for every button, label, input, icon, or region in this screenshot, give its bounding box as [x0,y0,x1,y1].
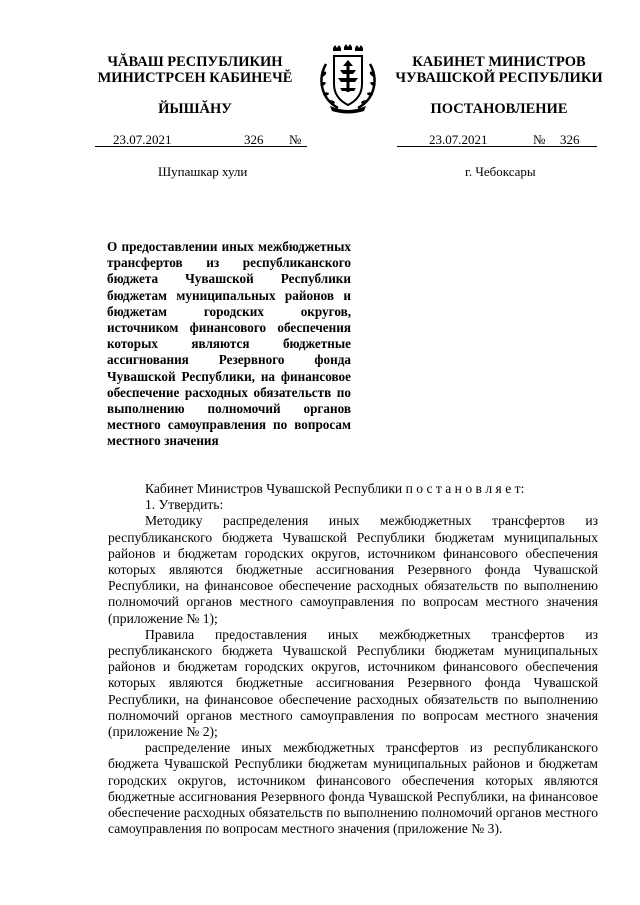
left-date: 23.07.2021 [113,132,172,147]
document-title: О предоставлении иных межбюджетных трансфертов из республиканского бюджета Чувашской Республики бюджетам муниципальных районов и бюджетам городских округов, источником финансового обеспечения которых являются бюджетные ассигнования Резервного фонда Чувашской Республики, на финансовое обеспечение расходных обязательств по выполнению полномочий органов местного самоуправления по вопросам местного значения [107,239,351,449]
paragraph-distribution: распределение иных межбюджетных трансфертов из республиканского бюджета Чувашской Республики бюджетам муниципальных районов и бюджетам городских округов, источником финансового обеспечения которых являются бюджетные ассигнования Резервного фонда Чувашской Республики, на финансовое обеспечение расходных обязательств по выполнению полномочий органов местного самоуправления по вопросам местного значения (приложение № 3). [108,740,598,837]
right-number-sign: № [533,132,546,147]
left-header [95,54,295,86]
right-number: 326 [560,132,580,147]
left-number: 326 [244,132,264,147]
right-header-line1: КАБИНЕТ МИНИСТРОВ [412,54,586,70]
right-date: 23.07.2021 [429,132,488,147]
left-date-underline [95,146,307,147]
right-city: г. Чебоксары [465,164,536,179]
right-header-line2: ЧУВАШСКОЙ РЕСПУБЛИКИ [395,70,603,86]
right-doctype: ПОСТАНОВЛЕНИЕ [430,101,568,117]
document-body [108,481,598,837]
right-header [388,54,610,86]
left-header-line2: МИНИСТРСЕН КАБИНЕЧĔ [97,70,293,86]
left-doctype: ЙЫШĂНУ [158,101,232,117]
left-header-line1: ЧĂВАШ РЕСПУБЛИКИН [107,54,283,70]
intro-paragraph: Кабинет Министров Чувашской Республики п о с т а н о в л я е т: [145,481,525,496]
emblem-icon [316,44,380,114]
paragraph-rules: Правила предоставления иных межбюджетных трансфертов из республиканского бюджета Чувашской Республики бюджетам муниципальных районов и бюджетам городских округов, источником финансового обеспечения которых являются бюджетные ассигнования Резервного фонда Чувашской Республики, на финансовое обеспечение расходных обязательств по выполнению полномочий органов местного самоуправления по вопросам местного значения (приложение № 2); [108,626,598,740]
left-city: Шупашкар хули [158,164,248,179]
paragraph-methodology: Методику распределения иных межбюджетных трансфертов из республиканского бюджета Чувашской Республики бюджетам муниципальных районов и бюджетам городских округов, источником финансового обеспечения которых являются бюджетные ассигнования Резервного фонда Чувашской Республики, на финансовое обеспечение расходных обязательств по выполнению полномочий органов местного самоуправления по вопросам местного значения (приложение № 1); [108,513,598,626]
item-1: 1. Утвердить: [145,497,224,513]
left-number-sign: № [289,132,302,147]
right-date-underline [397,146,597,147]
